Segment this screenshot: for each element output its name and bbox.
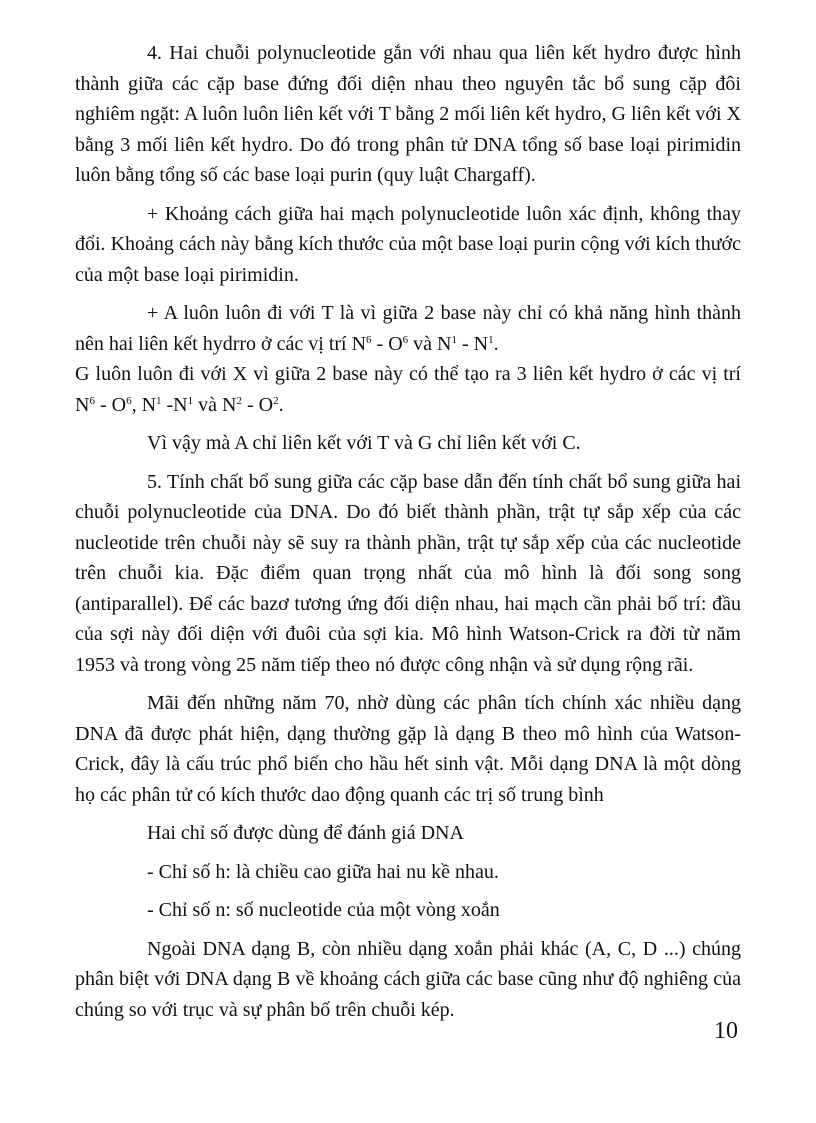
list-item-index-h: - Chỉ số h: là chiều cao giữa hai nu kề nhau. xyxy=(147,860,499,883)
paragraph-70s: Mãi đến những năm 70, nhờ dùng các phân tích chính xác nhiều dạng DNA đã được phát hiện, dạng thường gặp là dạng B theo mô hình của Watson-Crick, đây là cấu trúc phổ biến cho hầu hết sinh vật. Mỗi dạng DNA là một dòng họ các phân tử có kích thước dao động quanh các trị số trung bình xyxy=(75,692,741,806)
paragraph-5: 5. Tính chất bổ sung giữa các cặp base dẫn đến tính chất bổ sung giữa hai chuỗi polynucleotide của DNA. Do đó biết thành phần, trật tự sắp xếp của các nucleotide trên chuỗi này sẽ suy ra thành phần, trật tự sắp xếp của các nucleotide trên chuỗi kia. Đặc điểm quan trọng nhất của mô hình là đối song song (antiparallel). Để các bazơ tương ứng đối diện nhau, hai mạch cần phải bố trí: đầu của sợi này đối diện với đuôi của sợi kia. Mô hình Watson-Crick ra đời từ năm 1953 và trong vòng 25 năm tiếp theo nó được công nhận và sử dụng rộng rãi. xyxy=(75,470,741,676)
paragraph-two-indices: Hai chỉ số được dùng để đánh giá DNA xyxy=(147,822,464,844)
paragraph-4: 4. Hai chuỗi polynucleotide gắn với nhau qua liên kết hydro được hình thành giữa các cặp base đứng đối diện nhau theo nguyên tắc bổ sung cặp đôi nghiêm ngặt: A luôn luôn liên kết với T bằng 2 mối liên kết hydro, G liên kết với X bằng 3 mối liên kết hydro. Do đó trong phân tử DNA tổng số base loại pirimidin luôn bằng tổng số các base loại purin (quy luật Chargaff). xyxy=(75,42,741,186)
page-body xyxy=(75,38,741,1033)
paragraph-distance: + Khoảng cách giữa hai mạch polynucleotide luôn xác định, không thay đổi. Khoảng cách này bằng kích thước của một base loại purin cộng với kích thước của một base loại pirimidin. xyxy=(75,202,741,286)
list-item-index-n: - Chỉ số n: số nucleotide của một vòng xoắn xyxy=(147,899,500,921)
paragraph-a-t-pairing: + A luôn luôn đi với T là vì giữa 2 base này chỉ có khả năng hình thành nên hai liên kết hydrro ở các vị trí $N^6 - O^6$ và $N^1 - N^1$. xyxy=(75,302,741,355)
paragraph-conclusion: Vì vậy mà A chỉ liên kết với T và G chỉ liên kết với C. xyxy=(147,432,581,454)
paragraph-g-pairing: G luôn luôn đi với X vì giữa 2 base này có thể tạo ra 3 liên kết hydro ở các vị trí $N^6 - O^6$, $N^1$ $-N^1$ và $N^2 - O^2$. xyxy=(75,363,741,416)
page-number: 10 xyxy=(714,1018,738,1044)
paragraph-other-forms: Ngoài DNA dạng B, còn nhiều dạng xoắn phải khác (A, C, D ...) chúng phân biệt với DNA dạng B về khoảng cách giữa các base cũng như độ nghiêng của chúng so với trục và sự phân bố trên chuỗi kép. xyxy=(75,937,741,1021)
